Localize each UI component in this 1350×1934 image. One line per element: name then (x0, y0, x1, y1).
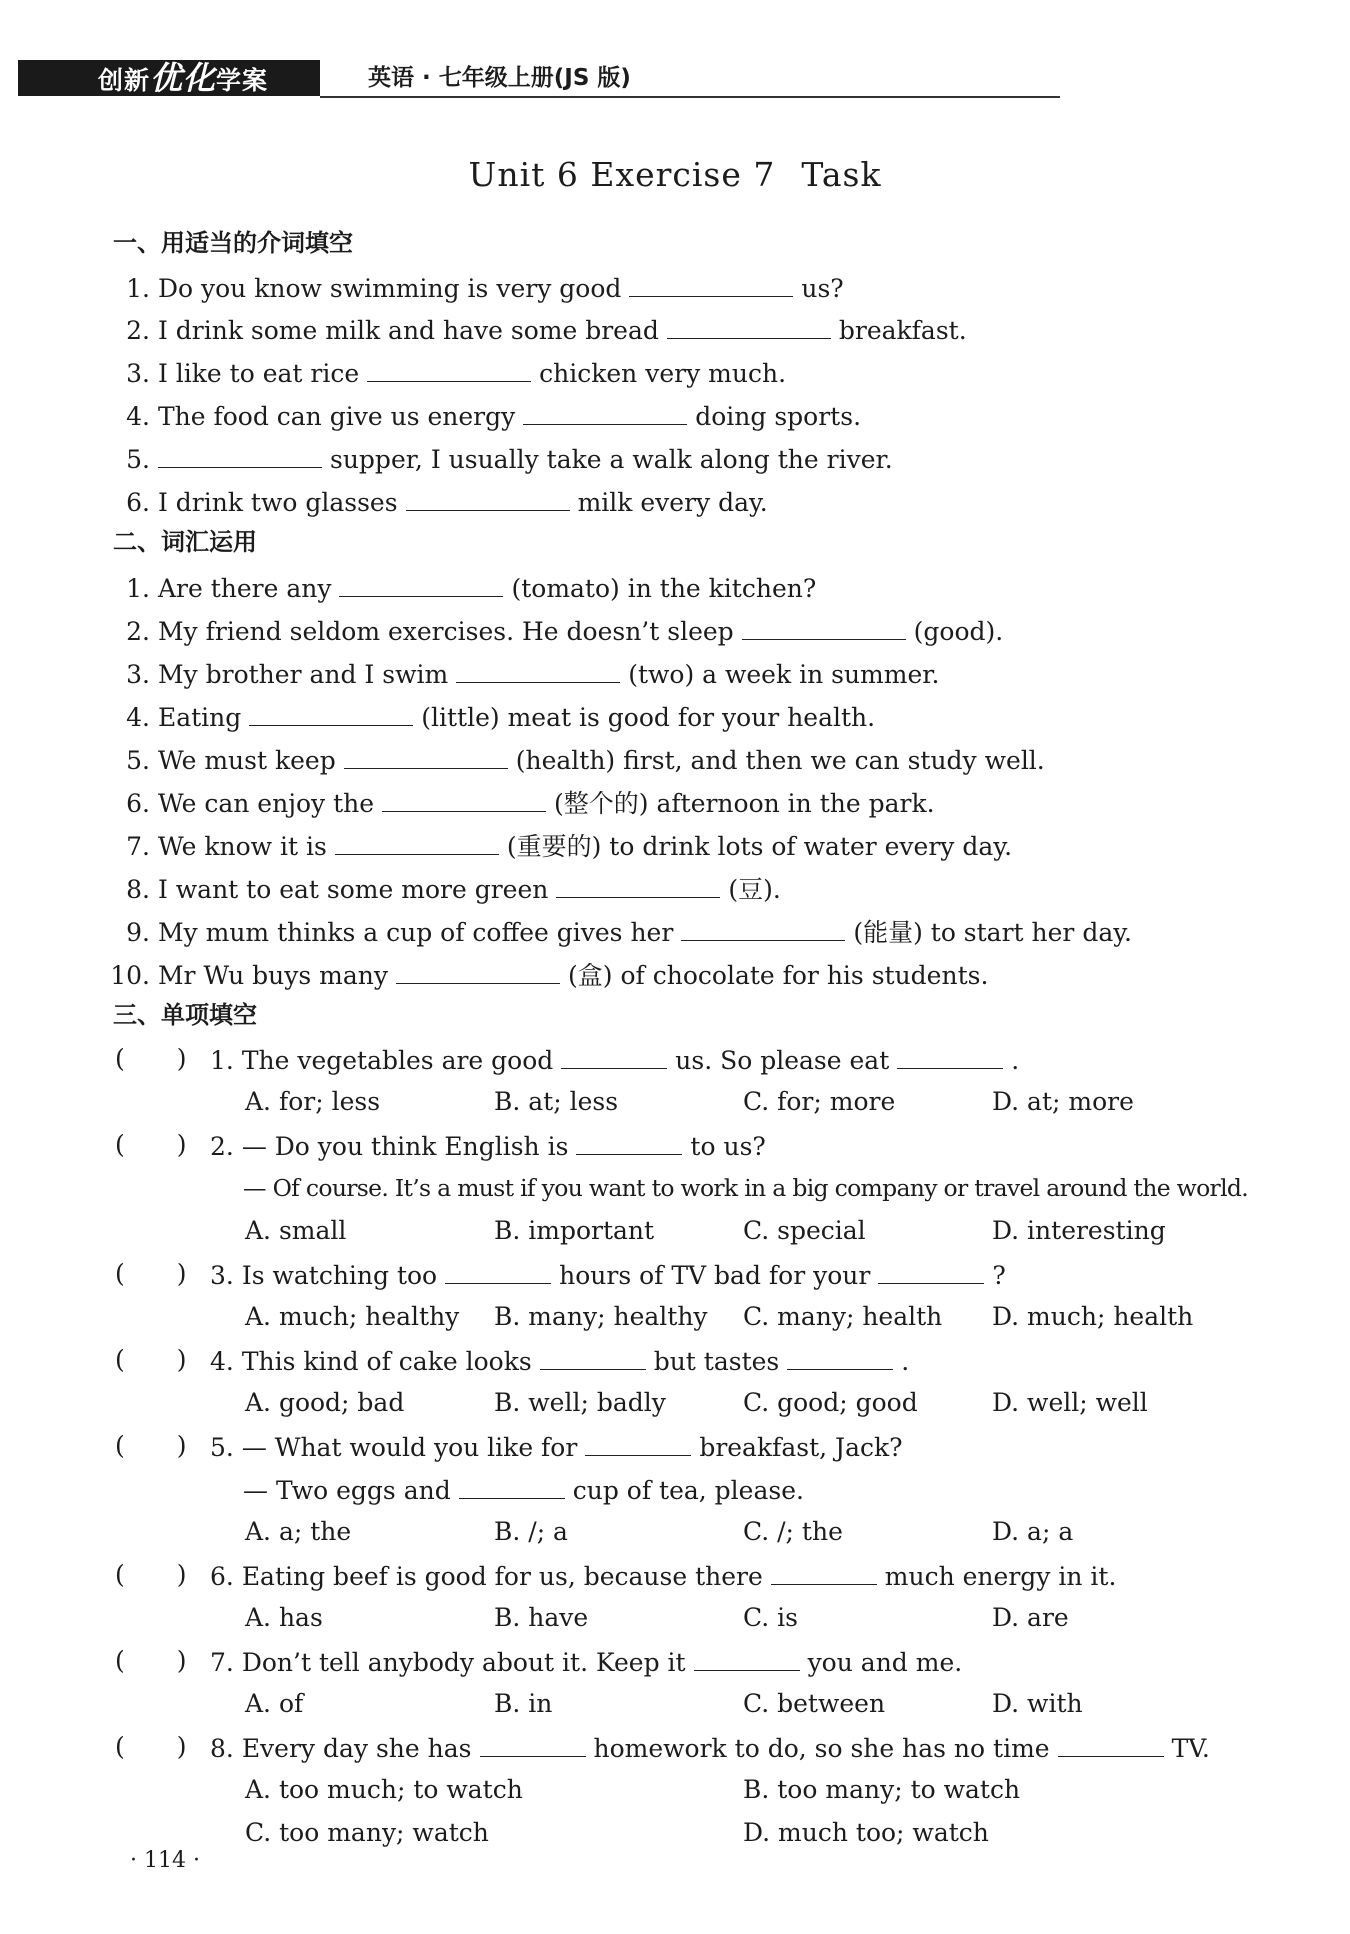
answer-blank[interactable] (335, 828, 499, 855)
answer-blank[interactable] (694, 1644, 800, 1671)
s2-item-8: 8. I want to eat some more green (豆). (106, 871, 781, 907)
mc-question-6: 6. Eating beef is good for us, because there much energy in it. (210, 1558, 1116, 1594)
option[interactable]: A. too much; to watch (245, 1775, 523, 1804)
mc-question-5: 5. — What would you like for breakfast, Jack? (210, 1429, 903, 1465)
option[interactable]: D. well; well (992, 1388, 1148, 1417)
answer-blank[interactable] (897, 1042, 1003, 1069)
page-number: · 114 · (130, 1848, 200, 1873)
s1-item-1: 1. Do you know swimming is very good us? (120, 270, 844, 306)
answer-blank[interactable] (576, 1128, 682, 1155)
section3-heading: 三、单项填空 (113, 1001, 257, 1029)
answer-blank[interactable] (629, 270, 793, 297)
mc-question-1: 1. The vegetables are good us. So please eat . (210, 1042, 1019, 1078)
option[interactable]: D. much; health (992, 1302, 1194, 1331)
option[interactable]: D. at; more (992, 1087, 1134, 1116)
s2-item-1: 1. Are there any (tomato) in the kitchen? (106, 570, 816, 606)
option[interactable]: D. are (992, 1603, 1069, 1632)
s2-item-4: 4. Eating (little) meat is good for your health. (106, 699, 875, 735)
mc-question-5-reply: — Two eggs and cup of tea, please. (243, 1472, 804, 1508)
answer-blank[interactable] (556, 871, 720, 898)
answer-blank[interactable] (1058, 1730, 1164, 1757)
answer-blank[interactable] (667, 312, 831, 339)
answer-blank[interactable] (523, 398, 687, 425)
page-title (0, 155, 1350, 194)
option[interactable]: C. too many; watch (245, 1818, 489, 1847)
answer-blank[interactable] (787, 1343, 893, 1370)
answer-paren[interactable]: ( ) (115, 1130, 187, 1159)
option[interactable]: C. special (743, 1216, 866, 1245)
answer-blank[interactable] (459, 1472, 565, 1499)
s1-item-2: 2. I drink some milk and have some bread breakfast. (120, 312, 967, 348)
answer-blank[interactable] (456, 656, 620, 683)
answer-paren[interactable]: ( ) (115, 1732, 187, 1761)
answer-blank[interactable] (681, 914, 845, 941)
mc-question-3: 3. Is watching too hours of TV bad for your ? (210, 1257, 1006, 1293)
option[interactable]: C. is (743, 1603, 798, 1632)
answer-blank[interactable] (367, 355, 531, 382)
s2-item-6: 6. We can enjoy the (整个的) afternoon in the park. (106, 785, 935, 821)
section1-heading: 一、用适当的介词填空 (113, 229, 353, 257)
option[interactable]: A. small (245, 1216, 347, 1245)
s1-item-4: 4. The food can give us energy doing sports. (120, 398, 861, 434)
s2-item-9: 9. My mum thinks a cup of coffee gives her (能量) to start her day. (106, 914, 1132, 950)
option[interactable]: B. too many; to watch (743, 1775, 1021, 1804)
mc-question-2-reply: — Of course. It’s a must if you want to work in a big company or travel around the world. (243, 1174, 1249, 1202)
option[interactable]: C. /; the (743, 1517, 843, 1546)
mc-question-4: 4. This kind of cake looks but tastes . (210, 1343, 909, 1379)
answer-blank[interactable] (561, 1042, 667, 1069)
s2-item-10: 10. Mr Wu buys many (盒) of chocolate for his students. (106, 957, 988, 993)
s2-item-2: 2. My friend seldom exercises. He doesn’t sleep (good). (106, 613, 1003, 649)
answer-blank[interactable] (540, 1343, 646, 1370)
option[interactable]: B. /; a (494, 1517, 568, 1546)
option[interactable]: A. for; less (245, 1087, 381, 1116)
answer-paren[interactable]: ( ) (115, 1560, 187, 1589)
section2-heading: 二、词汇运用 (113, 528, 257, 556)
option[interactable]: B. well; badly (494, 1388, 666, 1417)
option[interactable]: D. with (992, 1689, 1083, 1718)
answer-paren[interactable]: ( ) (115, 1044, 187, 1073)
brand-post: 学案 (216, 66, 269, 95)
answer-blank[interactable] (344, 742, 508, 769)
answer-blank[interactable] (445, 1257, 551, 1284)
brand-big: 优化 (150, 59, 217, 97)
mc-question-8: 8. Every day she has homework to do, so she has no time TV. (210, 1730, 1210, 1766)
answer-blank[interactable] (382, 785, 546, 812)
option[interactable]: B. at; less (494, 1087, 619, 1116)
answer-blank[interactable] (249, 699, 413, 726)
option[interactable]: A. of (245, 1689, 304, 1718)
option[interactable]: B. have (494, 1603, 589, 1632)
option[interactable]: D. interesting (992, 1216, 1166, 1245)
brand-pre: 创新 (98, 66, 151, 95)
answer-blank[interactable] (771, 1558, 877, 1585)
answer-blank[interactable] (339, 570, 503, 597)
brand-logo (18, 60, 320, 96)
option[interactable]: C. for; more (743, 1087, 896, 1116)
option[interactable]: D. a; a (992, 1517, 1074, 1546)
s1-item-5: 5. supper, I usually take a walk along the river. (120, 441, 893, 477)
option[interactable]: B. important (494, 1216, 655, 1245)
answer-blank[interactable] (742, 613, 906, 640)
option[interactable]: B. many; healthy (494, 1302, 708, 1331)
answer-paren[interactable]: ( ) (115, 1431, 187, 1460)
answer-paren[interactable]: ( ) (115, 1646, 187, 1675)
answer-blank[interactable] (406, 484, 570, 511)
answer-paren[interactable]: ( ) (115, 1259, 187, 1288)
option[interactable]: A. a; the (245, 1517, 352, 1546)
option[interactable]: C. good; good (743, 1388, 918, 1417)
option[interactable]: C. many; health (743, 1302, 943, 1331)
mc-question-2: 2. — Do you think English is to us? (210, 1128, 766, 1164)
answer-blank[interactable] (878, 1257, 984, 1284)
header-rule (320, 96, 1060, 98)
answer-blank[interactable] (396, 957, 560, 984)
title-unit: Unit 6 Exercise 7 (468, 155, 776, 194)
answer-paren[interactable]: ( ) (115, 1345, 187, 1374)
answer-blank[interactable] (158, 441, 322, 468)
book-title: 英语 · 七年级上册(JS 版) (368, 65, 631, 91)
s1-item-3: 3. I like to eat rice chicken very much. (120, 355, 786, 391)
answer-blank[interactable] (585, 1429, 691, 1456)
s2-item-5: 5. We must keep (health) first, and then we can study well. (106, 742, 1045, 778)
mc-question-7: 7. Don’t tell anybody about it. Keep it you and me. (210, 1644, 962, 1680)
option[interactable]: A. much; healthy (245, 1302, 460, 1331)
option[interactable]: A. has (245, 1603, 323, 1632)
option[interactable]: A. good; bad (245, 1388, 405, 1417)
s2-item-7: 7. We know it is (重要的) to drink lots of water every day. (106, 828, 1012, 864)
option[interactable]: D. much too; watch (743, 1818, 989, 1847)
option[interactable]: B. in (494, 1689, 553, 1718)
answer-blank[interactable] (480, 1730, 586, 1757)
page-header (0, 52, 1350, 102)
s1-item-6: 6. I drink two glasses milk every day. (120, 484, 768, 520)
s2-item-3: 3. My brother and I swim (two) a week in summer. (106, 656, 939, 692)
option[interactable]: C. between (743, 1689, 886, 1718)
title-task: Task (801, 155, 882, 194)
